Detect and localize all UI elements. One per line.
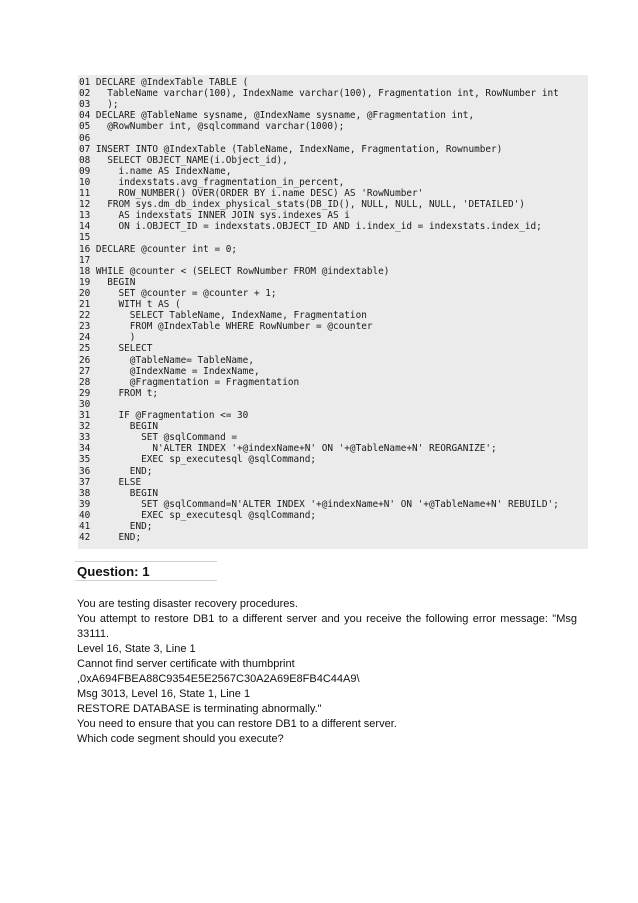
question-body-line: ,0xA694FBEA88C9354E5E2567C30A2A69E8FB4C44A9\: [77, 673, 360, 685]
question-body-line: 33111.: [77, 628, 110, 640]
question-body-line: Msg 3013, Level 16, State 1, Line 1: [77, 688, 251, 700]
code-line: 20 SET @counter = @counter + 1;: [79, 287, 277, 299]
question-body-line: You need to ensure that you can restore DB1 to a different server.: [77, 718, 397, 730]
code-line: 06: [79, 132, 91, 144]
code-line: 23 FROM @IndexTable WHERE RowNumber = @counter: [79, 321, 373, 333]
question-heading: Question: 1: [77, 564, 150, 579]
code-line: 08 SELECT OBJECT_NAME(i.Object_id),: [79, 154, 288, 166]
code-line: 34 N'ALTER INDEX '+@indexName+N' ON '+@TableName+N' REORGANIZE';: [79, 443, 497, 455]
code-line: 17: [79, 254, 91, 266]
code-line: 28 @Fragmentation = Fragmentation: [79, 376, 300, 388]
code-line: 24 ): [79, 332, 136, 344]
code-line: 22 SELECT TableName, IndexName, Fragmentation: [79, 310, 367, 322]
code-line: 37 ELSE: [79, 476, 142, 488]
code-line: 13 AS indexstats INNER JOIN sys.indexes AS i: [79, 210, 350, 222]
code-line: 31 IF @Fragmentation <= 30: [79, 410, 249, 421]
code-line: 16 DECLARE @counter int = 0;: [79, 243, 238, 255]
code-line: 10 indexstats.avg_fragmentation_in_percent,: [79, 176, 345, 188]
code-line: 21 WITH t AS (: [79, 299, 181, 310]
code-line: 41 END;: [79, 521, 153, 532]
code-line: 12 FROM sys.dm_db_index_physical_stats(DB_ID(), NULL, NULL, NULL, 'DETAILED'): [79, 199, 525, 211]
question-body-line: Level 16, State 3, Line 1: [77, 643, 196, 655]
code-line: 04 DECLARE @TableName sysname, @IndexName sysname, @Fragmentation int,: [79, 110, 475, 122]
code-line: 15: [79, 232, 91, 244]
code-line: 07 INSERT INTO @IndexTable (TableName, IndexName, Fragmentation, Rownumber): [79, 143, 503, 155]
code-line: 29 FROM t;: [79, 387, 159, 399]
code-line: 25 SELECT: [79, 343, 153, 355]
code-line: 11 ROW_NUMBER() OVER(ORDER BY i.name DESC) AS 'RowNumber': [79, 188, 424, 199]
code-line: 42 END;: [79, 532, 142, 544]
code-line: 02 TableName varchar(100), IndexName varchar(100), Fragmentation int, RowNumber int: [79, 88, 559, 100]
code-line: 36 END;: [79, 465, 153, 477]
code-line: 35 EXEC sp_executesql @sqlCommand;: [79, 454, 317, 466]
question-body-line: You are testing disaster recovery procedures.: [77, 598, 298, 610]
code-line: 03 );: [79, 99, 119, 111]
code-line: 18 WHILE @counter < (SELECT RowNumber FROM @indextable): [79, 265, 390, 277]
question-divider-bottom: [75, 580, 217, 581]
code-line: 39 SET @sqlCommand=N'ALTER INDEX '+@indexName+N' ON '+@TableName+N' REBUILD';: [79, 498, 559, 510]
question-body-line: Which code segment should you execute?: [77, 733, 284, 745]
code-line: 19 BEGIN: [79, 276, 136, 288]
question-body-line: Cannot find server certificate with thumbprint: [77, 658, 295, 670]
code-line: 33 SET @sqlCommand =: [79, 432, 238, 444]
question-divider-top: [75, 561, 217, 562]
code-line: 26 @TableName= TableName,: [79, 354, 254, 366]
code-line: 01 DECLARE @IndexTable TABLE (: [79, 77, 249, 88]
code-line: 05 @RowNumber int, @sqlcommand varchar(1000);: [79, 121, 345, 133]
question-body-line: You attempt to restore DB1 to a different server and you receive the following error message: "Msg: [77, 613, 577, 625]
code-line: 38 BEGIN: [79, 487, 159, 499]
code-line: 30: [79, 398, 91, 410]
code-line: 40 EXEC sp_executesql @sqlCommand;: [79, 509, 317, 521]
code-line: 32 BEGIN: [79, 421, 159, 433]
question-body-line: RESTORE DATABASE is terminating abnormally.": [77, 703, 322, 715]
code-line: 09 i.name AS IndexName,: [79, 165, 232, 177]
code-line: 14 ON i.OBJECT_ID = indexstats.OBJECT_ID AND i.index_id = indexstats.index_id;: [79, 221, 542, 233]
code-line: 27 @IndexName = IndexName,: [79, 365, 260, 377]
